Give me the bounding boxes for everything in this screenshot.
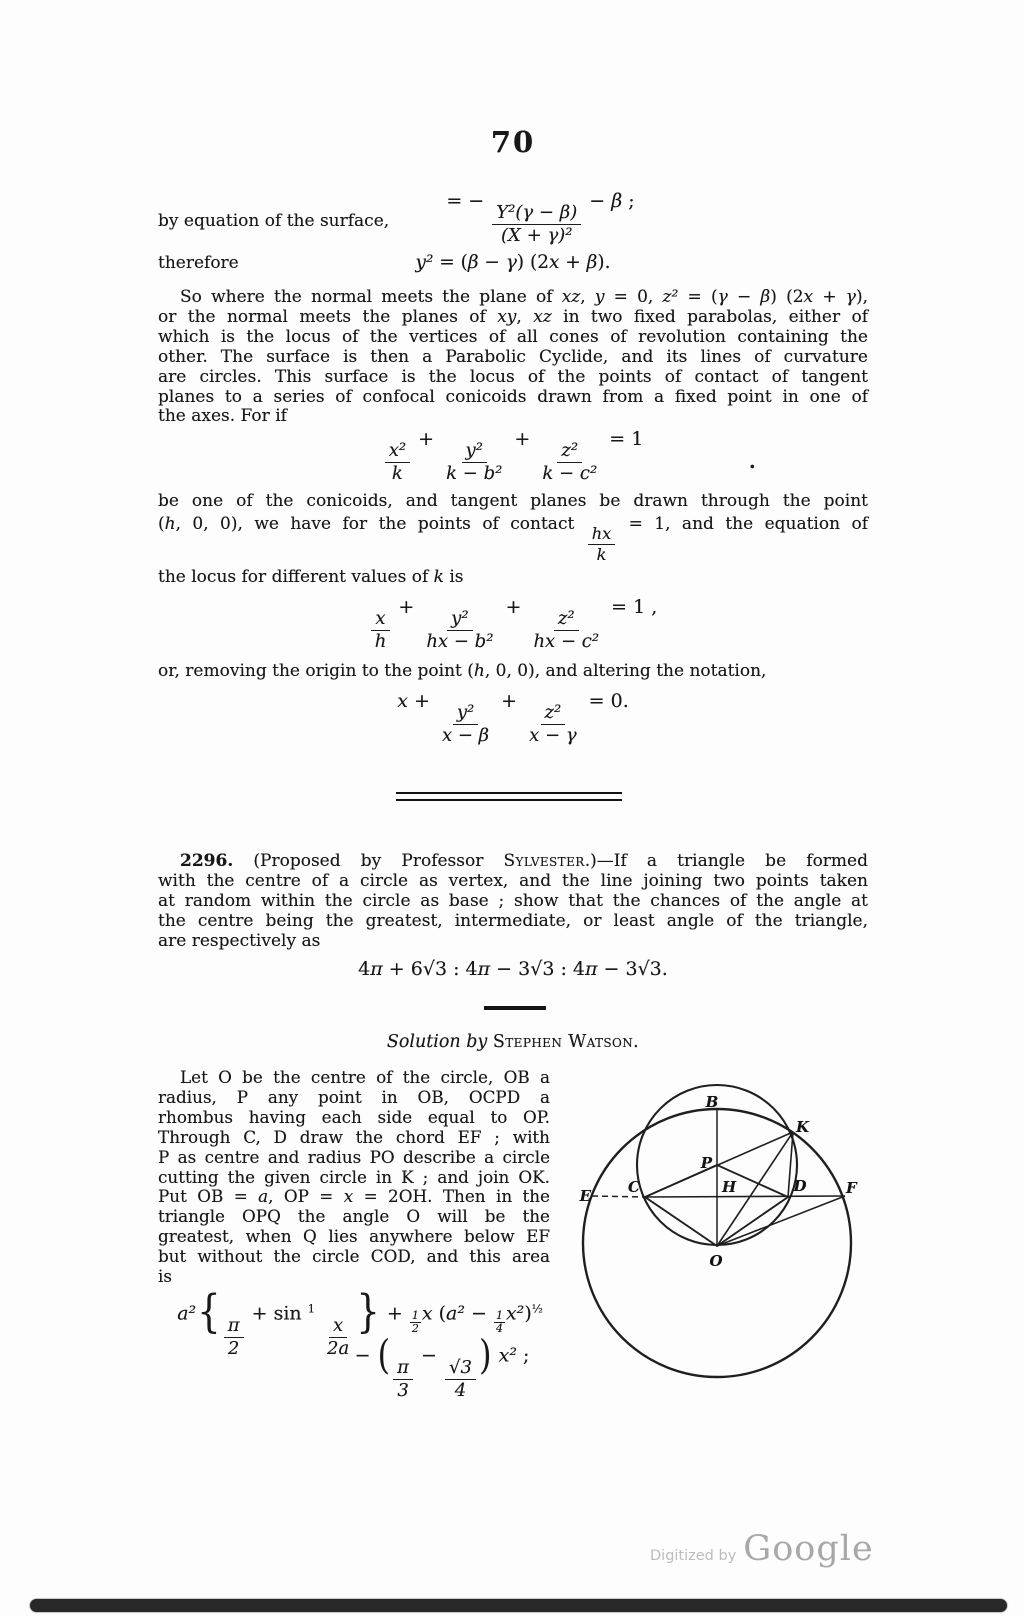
geometry-figure <box>552 1066 1018 1396</box>
text-line: triangle OPQ the angle O will be the <box>158 1206 550 1227</box>
equation-conicoid: $\frac{\text{x²}}{k}$ + $\frac{\text{y²}}{\text{k − b²}}$ + $\frac{\text{z²}}{\text{k − c²}}$ = 1 <box>158 429 868 485</box>
line-KD <box>788 1132 793 1197</box>
label-D: D <box>793 1177 807 1195</box>
label-P: P <box>700 1154 712 1172</box>
text-line: radius, P any point in OB, OCPD a <box>158 1086 550 1107</box>
stray-dot: . <box>749 451 756 473</box>
text-line: the locus for different values of k is <box>158 567 464 588</box>
text-line: Let O be the centre of the circle, OB a <box>180 1067 550 1087</box>
equation-locus: $\frac{x}{h}$ + $\frac{\text{y²}}{\text{hx − b²}}$ + $\frac{\text{z²}}{\text{hx − c²}}$ = 1 , <box>158 597 868 653</box>
text-line: planes to a series of confocal conicoids drawn from a fixed point in one of <box>158 386 868 407</box>
double-rule-divider <box>396 792 622 801</box>
label-H: H <box>722 1178 737 1196</box>
therefore-label: therefore <box>158 253 239 273</box>
text-line: P as centre and radius PO describe a circle <box>158 1146 550 1167</box>
text-line: greatest, when Q lies anywhere below EF <box>158 1226 550 1247</box>
equation-row-surface <box>158 191 868 255</box>
text-line: which is the locus of the vertices of all cones of revolution containing the <box>158 326 868 347</box>
chord-EC-dashed <box>592 1196 645 1197</box>
label-F: F <box>846 1179 857 1197</box>
text-line-with-fraction: (h, 0, 0), we have for the points of contact $\frac{hx}{k}$ = 1, and the equation of <box>158 513 869 564</box>
problem-first-line: 2296. (Proposed by Professor Sylvester.)—If a triangle be formed <box>180 851 868 871</box>
short-rule-divider <box>484 1006 546 1010</box>
equation-area-2: − ( $\frac{\pi}{3}$ − $\frac{√3}{4}$ ) x² ; <box>354 1331 530 1401</box>
scan-edge-bar <box>30 1599 1007 1612</box>
equation-y2: y² = (β − γ) (2x + β). <box>415 252 611 273</box>
text-line: Through C, D draw the chord EF ; with <box>158 1126 550 1147</box>
text-line: or, removing the origin to the point (h, 0, 0), and altering the notation, <box>158 661 767 681</box>
text-line: or the normal meets the planes of xy, xz in two fixed parabolas, either of <box>158 306 869 327</box>
equation-row-therefore <box>158 253 868 279</box>
text-line: but without the circle COD, and this area <box>158 1246 550 1267</box>
label-B: B <box>705 1093 719 1111</box>
equation-final: x + $\frac{\text{y²}}{x - \beta}$ + $\frac{\text{z²}}{x - \gamma}$ = 0. <box>397 690 629 747</box>
paragraph-removing-origin <box>158 662 868 682</box>
line-OF <box>717 1196 845 1246</box>
equation-area-1: a²{ $\frac{\pi}{2}$ + sin $^1$ $\frac{x}{2a}$ } + $\frac{1}{2}$ x (a² − $\frac{1}{4}$ x²)$^{\frac{1}{2}}$ <box>177 1285 543 1359</box>
digitized-watermark <box>650 1529 874 1569</box>
watermark-prefix: Digitized by <box>650 1548 737 1564</box>
google-logo: Google <box>743 1529 874 1569</box>
text-line: cutting the given circle in K ; and join OK. <box>158 1166 550 1187</box>
solution-heading: Solution by Stephen Watson. <box>386 1032 640 1052</box>
solution-paragraph <box>158 1068 550 1287</box>
page-number: 70 <box>490 125 536 159</box>
text-line: are respectively as <box>158 930 321 951</box>
equation-ratio: 4π + 6√3 : 4π − 3√3 : 4π − 3√3. <box>358 958 668 980</box>
text-line: So where the normal meets the plane of xz, y = 0, z² = (γ − β) (2x + γ), <box>180 287 868 307</box>
paragraph-normal-meets <box>158 288 868 427</box>
text-line: with the centre of a circle as vertex, and the line joining two points taken <box>158 870 868 891</box>
label-E: E <box>579 1187 591 1205</box>
text-line: rhombus having each side equal to OP. <box>158 1106 550 1127</box>
text-line: is <box>158 1266 172 1287</box>
chord-CF-line <box>645 1196 845 1197</box>
paragraph-conicoids <box>158 492 868 588</box>
text-line: the axes. For if <box>158 406 287 427</box>
equation-label: by equation of the surface, <box>158 211 390 231</box>
text-line: other. The surface is then a Parabolic Cyclide, and its lines of curvature <box>158 346 868 367</box>
text-line: Put OB = a, OP = x = 2OH. Then in the <box>158 1186 550 1207</box>
text-line: are circles. This surface is the locus of the points of contact of tangent <box>158 366 868 387</box>
label-K: K <box>796 1118 810 1136</box>
problem-2296 <box>158 852 868 952</box>
text-line: the centre being the greatest, intermediate, or least angle of the triangle, <box>158 910 868 931</box>
label-O: O <box>709 1252 723 1270</box>
label-C: C <box>628 1178 640 1196</box>
equation-surface: = − $\frac{\text{Y²(γ − β)}}{\text{(X + γ)²}}$ − β ; <box>446 190 635 247</box>
text-line: be one of the conicoids, and tangent planes be drawn through the point <box>158 491 868 511</box>
text-line: at random within the circle as base ; show that the chances of the angle at <box>158 890 868 911</box>
